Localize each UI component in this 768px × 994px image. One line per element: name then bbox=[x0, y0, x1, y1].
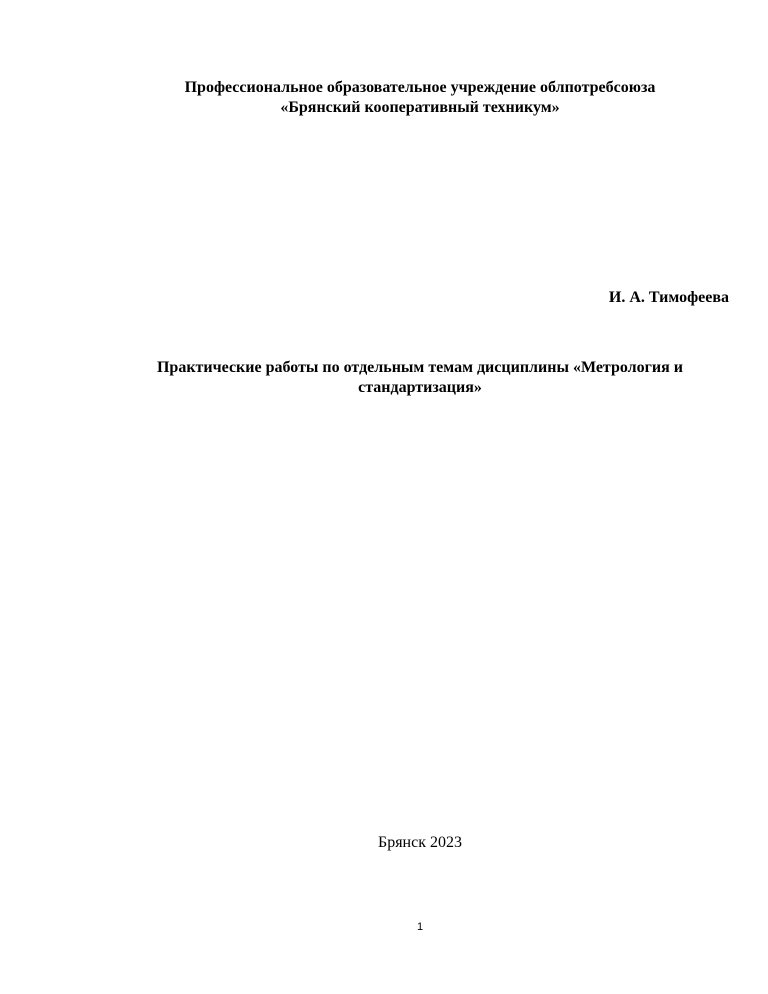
document-title bbox=[100, 358, 740, 398]
author-name: И. А. Тимофеева bbox=[608, 289, 729, 306]
institution-subname-line: «Брянский кооперативный техникум» bbox=[280, 99, 560, 116]
city-year: Брянск 2023 bbox=[378, 834, 462, 851]
institution-heading bbox=[0, 78, 768, 118]
document-title-line1: Практические работы по отдельным темам дисциплины «Метрология и bbox=[156, 359, 684, 376]
page-number: 1 bbox=[416, 921, 424, 933]
document-title-line2: стандартизация» bbox=[358, 379, 482, 396]
institution-name-line: Профессиональное образовательное учреждение облпотребсоюза bbox=[184, 79, 656, 96]
